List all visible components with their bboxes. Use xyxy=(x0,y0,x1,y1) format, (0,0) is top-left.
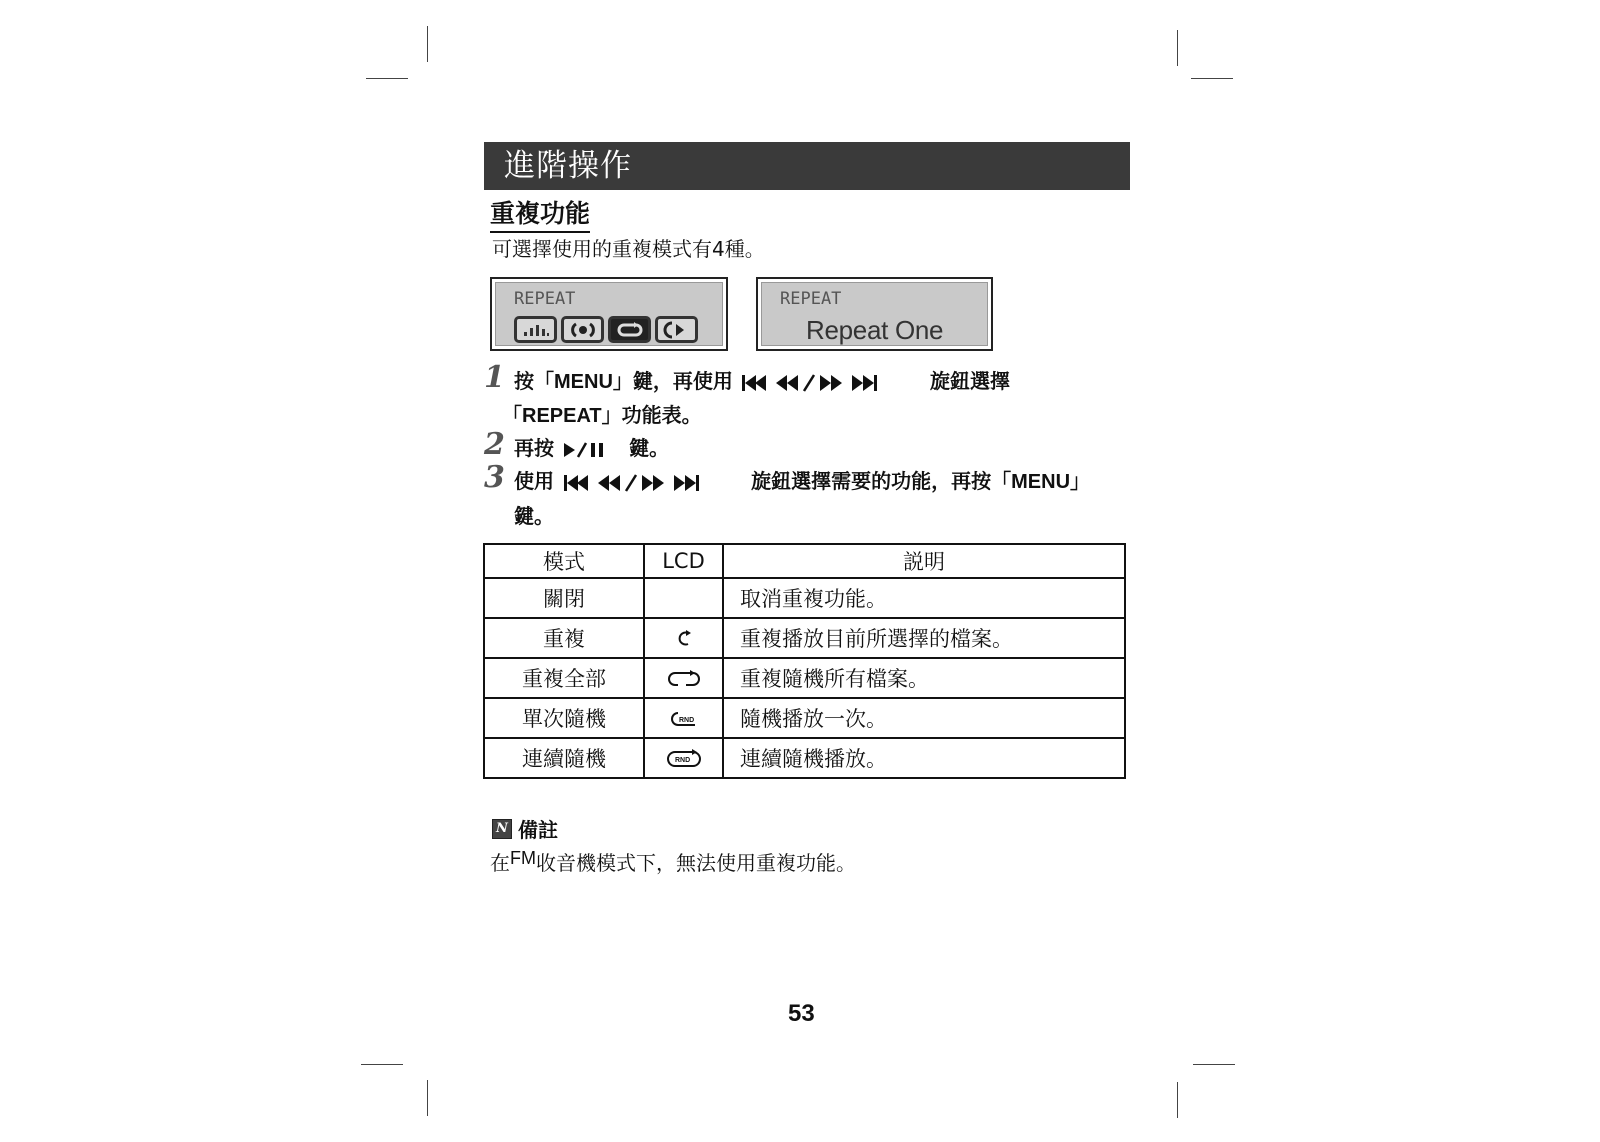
step-number: 2 xyxy=(484,427,505,462)
table-row xyxy=(484,618,1125,658)
step-number: 3 xyxy=(484,460,505,495)
crop-mark xyxy=(427,26,428,62)
skip-search-controls-icon xyxy=(742,374,920,392)
step-1-cont xyxy=(502,401,702,431)
intro-text: 可選擇使用的重複模式有4種。 xyxy=(492,237,765,261)
step-text: 旋鈕選擇需要的功能，再按「MENU」 xyxy=(751,471,1091,493)
step-text: 鍵。 xyxy=(514,506,554,528)
table-row xyxy=(484,698,1125,738)
repeat-mode-table xyxy=(483,543,1126,779)
rnd-label: RND xyxy=(678,717,694,724)
eq-icon xyxy=(514,316,557,343)
table-header-row xyxy=(484,544,1125,578)
crop-mark xyxy=(366,78,408,79)
table-header: LCD xyxy=(644,544,723,578)
table-header: 模式 xyxy=(484,544,644,578)
step-1 xyxy=(484,360,1011,397)
desc-cell: 隨機播放一次。 xyxy=(723,698,1125,738)
lcd-label: REPEAT xyxy=(514,289,576,309)
lcd-cell xyxy=(644,658,723,698)
lcd-screen-icons xyxy=(490,277,728,351)
repeat-all-icon xyxy=(608,316,651,343)
step-text: 再按 xyxy=(514,438,554,460)
page-number: 53 xyxy=(788,1000,815,1027)
desc-cell: 連續隨機播放。 xyxy=(723,738,1125,778)
table-row xyxy=(484,658,1125,698)
sub-title: 重複功能 xyxy=(490,198,590,233)
crop-mark xyxy=(361,1064,403,1065)
lcd-icon-row xyxy=(514,316,698,343)
step-text: 旋鈕選擇 xyxy=(930,371,1011,393)
note-text xyxy=(490,844,856,877)
step-text: 使用 xyxy=(514,471,554,493)
table-header: 説明 xyxy=(723,544,1125,578)
table-row xyxy=(484,738,1125,778)
crop-mark xyxy=(427,1080,428,1116)
step-3-cont xyxy=(514,502,554,532)
lcd-cell xyxy=(644,698,723,738)
step-text: 按「MENU」鍵，再使用 xyxy=(514,371,733,393)
desc-cell: 重複播放目前所選擇的檔案。 xyxy=(723,618,1125,658)
lcd-cell xyxy=(644,618,723,658)
step-text: 鍵。 xyxy=(629,438,670,460)
shuffle-once-icon xyxy=(669,709,699,729)
lcd-screen-text xyxy=(756,277,993,351)
note-text-part: 在 xyxy=(490,851,510,875)
crop-mark xyxy=(1177,30,1178,66)
crop-mark xyxy=(1177,1082,1178,1118)
note-heading-text: 備註 xyxy=(518,818,558,842)
mode-cell: 重複全部 xyxy=(484,658,644,698)
skip-search-controls-icon xyxy=(564,474,742,492)
lcd-cell xyxy=(644,578,723,618)
note-fm: FM xyxy=(510,848,536,868)
repeat-one-icon xyxy=(673,629,695,649)
crop-mark xyxy=(1191,78,1233,79)
mode-cell: 關閉 xyxy=(484,578,644,618)
play-pause-icon xyxy=(564,442,610,458)
repeat-one-icon xyxy=(561,316,604,343)
desc-cell: 取消重複功能。 xyxy=(723,578,1125,618)
repeat-all-icon xyxy=(666,669,702,689)
mode-cell: 重複 xyxy=(484,618,644,658)
section-title: 進階操作 xyxy=(484,142,1130,190)
note-icon: N xyxy=(492,819,512,839)
desc-cell: 重複隨機所有檔案。 xyxy=(723,658,1125,698)
rnd-label: RND xyxy=(674,757,690,764)
crop-mark xyxy=(1193,1064,1235,1065)
note-text-part: 收音機模式下，無法使用重複功能。 xyxy=(536,851,856,875)
lcd-cell xyxy=(644,738,723,778)
step-number: 1 xyxy=(484,360,505,395)
step-2 xyxy=(484,427,670,464)
shuffle-repeat-icon xyxy=(666,749,702,769)
table-row xyxy=(484,578,1125,618)
shuffle-icon xyxy=(655,316,698,343)
step-text: 「REPEAT」功能表。 xyxy=(502,405,702,427)
mode-cell: 連續隨機 xyxy=(484,738,644,778)
lcd-label: REPEAT xyxy=(780,289,842,309)
step-3 xyxy=(484,460,1091,497)
note-heading xyxy=(492,814,558,843)
lcd-value: Repeat One xyxy=(806,315,944,345)
mode-cell: 單次隨機 xyxy=(484,698,644,738)
